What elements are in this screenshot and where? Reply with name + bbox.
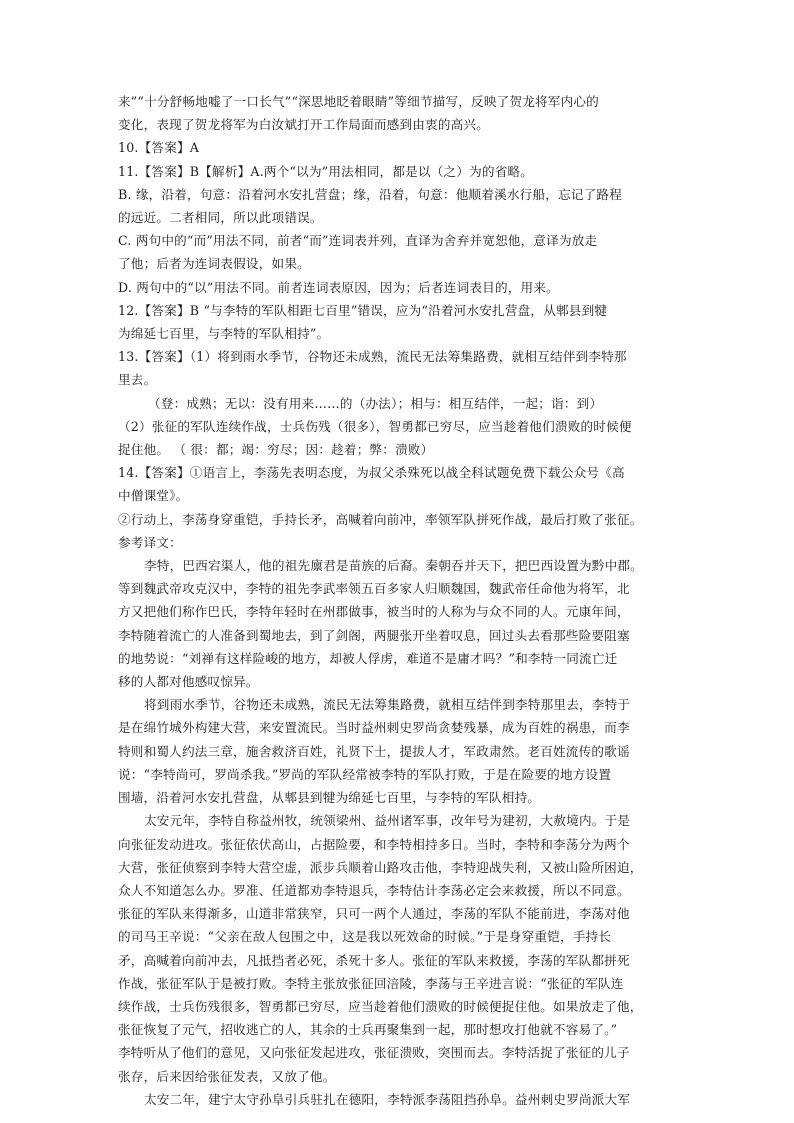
text-line: 变化，表现了贺龙将军为白汝斌打开工作局面而感到由衷的高兴。 bbox=[118, 117, 490, 133]
text-line: 是在绵竹城外构建大营，来安置流民。当时益州刺史罗尚贪婪残暴，成为百姓的祸患，而李 bbox=[118, 720, 630, 736]
text-line: 大营，张征侦察到李特大营空虚，派步兵顺着山路攻击他，李特迎战失利，又被山险所困迫， bbox=[118, 859, 643, 875]
text-line: 李特随着流亡的人准备到蜀地去，到了剑阁，两腿张开坐着叹息，回过头去看那些险要阻塞 bbox=[118, 627, 630, 643]
text-line: 里去。 bbox=[118, 372, 157, 388]
text-line: D. 两句中的“以”用法不同。前者连词表原因，因为；后者连词表目的，用来。 bbox=[118, 279, 559, 295]
text-line: 张征的军队来得渐多，山道非常狭窄，只可一两个人通过，李荡的军队不能前进，李荡对他 bbox=[118, 906, 630, 922]
text-line: （登：成熟；无以：没有用来……的（办法）；相与：相互结伴，一起；诣：到） bbox=[148, 395, 603, 411]
text-line: 围墙，沿着河水安扎营盘，从郫县到犍为绵延七百里，与李特的军队相持。 bbox=[118, 790, 541, 806]
text-line: 为绵延七百里，与李特的军队相持”。 bbox=[118, 326, 330, 342]
text-line: 李特听从了他们的意见，又向张征发起进攻，张征溃败，突围而去。李特活捉了张征的儿子 bbox=[118, 1045, 630, 1061]
text-line: 14.【答案】①语言上，李荡先表明态度，为叔父杀殊死以战全科试题免费下载公众号《高 bbox=[118, 465, 625, 481]
text-line: 张存，后来因给张征发表，又放了他。 bbox=[118, 1068, 336, 1084]
text-line: B. 缘，沿着，句意：沿着河水安扎营盘；缘，沿着，句意：他顺着溪水行船，忘记了路程 bbox=[118, 186, 623, 202]
text-line: 太安二年，建宁太守孙阜引兵驻扎在德阳，李特派李荡阻挡孙阜。益州刺史罗尚派大军 bbox=[144, 1091, 631, 1107]
text-line: 续作战，士兵伤残很多，智勇都已穷尽，应当趁着他们溃败的时候便捉住他。如果放走了他， bbox=[118, 998, 643, 1014]
text-line: 捉住他。 （ 很：都；竭：穷尽；因：趁着；弊：溃败） bbox=[118, 442, 434, 458]
text-line: 11.【答案】B【解析】A.两个“以为”用法相同，都是以（之）为的省略。 bbox=[118, 163, 534, 179]
text-line: 10.【答案】A bbox=[118, 140, 200, 156]
text-line: 中僧课堂》。 bbox=[118, 488, 189, 504]
text-line: 特则和蜀人约法三章，施舍救济百姓，礼贤下士，提拔人才，军政肃然。老百姓流传的歌谣 bbox=[118, 743, 630, 759]
text-line: 参考译文： bbox=[118, 534, 182, 550]
text-line: 太安元年，李特自称益州牧，统领梁州、益州诸军事，改年号为建初，大赦境内。于是 bbox=[144, 813, 631, 829]
text-line: 来”“十分舒畅地嘘了一口长气”“深思地眨着眼睛”等细节描写，反映了贺龙将军内心的 bbox=[118, 94, 599, 109]
text-line: 说：“李特尚可，罗尚杀我。”罗尚的军队经常被李特的军队打败，于是在险要的地方设置 bbox=[118, 766, 612, 782]
text-line: （2）张征的军队连续作战，士兵伤残（很多），智勇都已穷尽，应当趁着他们溃败的时候便 bbox=[118, 418, 632, 434]
text-line: 作战，张征军队于是被打败。李特主张放张征回涪陵，李荡与王辛进言说：“张征的军队连 bbox=[118, 975, 624, 991]
text-line: 的司马王辛说：“父亲在敌人包围之中，这是我以死效命的时候。”于是身穿重铠，手持长 bbox=[118, 929, 612, 945]
document-page bbox=[118, 90, 680, 1111]
text-line: 众人不知道怎么办。罗准、任道都劝李特退兵，李特估计李荡必定会来救援，所以不同意。 bbox=[118, 882, 630, 898]
text-line: 移的人都对他感叹惊异。 bbox=[118, 674, 259, 690]
text-line: 张征恢复了元气，招收逃亡的人，其余的士兵再聚集到一起，那时想攻打他就不容易了。” bbox=[118, 1022, 618, 1038]
text-line: ②行动上，李荡身穿重铠，手持长矛，高喊着向前冲，率领军队拼死作战，最后打败了张征。 bbox=[118, 511, 643, 527]
text-line: 等到魏武帝攻克汉中，李特的祖先李武率领五百多家人归顺魏国，魏武帝任命他为将军，北 bbox=[118, 581, 630, 597]
text-line: 将到雨水季节，谷物还未成熟，流民无法筹集路费，就相互结伴到李特那里去，李特于 bbox=[144, 697, 631, 713]
text-line: 的地势说：“刘禅有这样险峻的地方，却被人俘虏，难道不是庸才吗？”和李特一同流亡迁 bbox=[118, 650, 618, 666]
text-line: 李特，巴西宕渠人，他的祖先廪君是苗族的后裔。秦朝吞并天下，把巴西设置为黔中郡。 bbox=[144, 558, 643, 574]
text-line: 向张征发动进攻。张征依伏高山，占据险要，和李特相持多日。当时，李特和李荡分为两个 bbox=[118, 836, 630, 852]
text-line: 13.【答案】（1）将到雨水季节，谷物还未成熟，流民无法筹集路费，就相互结伴到李特那 bbox=[118, 349, 627, 365]
text-line: C. 两句中的“而”用法不同，前者“而”连词表并列，直译为舍弃并宽恕他，意译为放走 bbox=[118, 233, 598, 249]
text-line: 12.【答案】B “与李特的军队相距七百里”错误，应为“沿着河水安扎营盘，从郫县到犍 bbox=[118, 302, 608, 318]
text-line: 方又把他们称作巴氏，李特年轻时在州郡做事，被当时的人称为与众不同的人。元康年间， bbox=[118, 604, 630, 620]
text-line: 的远近。二者相同，所以此项错误。 bbox=[118, 210, 323, 226]
text-line: 矛，高喊着向前冲去，凡抵挡者必死，杀死十多人。张征的军队来救援，李荡的军队都拼死 bbox=[118, 952, 630, 968]
text-line: 了他；后者为连词表假设，如果。 bbox=[118, 256, 310, 272]
